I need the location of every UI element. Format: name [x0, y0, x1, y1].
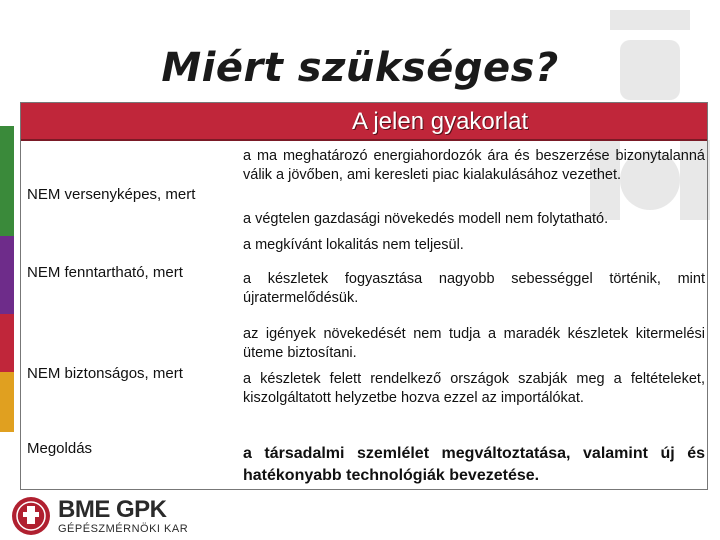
table-header: A jelen gyakorlat — [352, 108, 529, 135]
row-label-solution: Megoldás — [27, 440, 93, 457]
row-label-sustainable: NEM fenntartható, mert — [27, 264, 183, 281]
paragraph-solution: a társadalmi szemlélet megváltoztatása, valamint új és hatékonyabb technológiák bevezetése. — [243, 445, 705, 484]
side-strip-red — [0, 314, 14, 372]
paragraph-growth-model: a végtelen gazdasági növekedés modell nem folytatható. — [243, 211, 609, 227]
university-seal-icon — [10, 494, 52, 538]
paragraph-locality: a megkívánt lokalitás nem teljesül. — [243, 237, 464, 253]
side-strip-purple — [0, 236, 14, 314]
row-label-secure: NEM biztonságos, mert — [27, 365, 183, 382]
page-title: Miért szükséges? — [161, 44, 559, 91]
logo-name: BME GPK — [58, 496, 167, 523]
paragraph-demand: az igények növekedését nem tudja a maradék készletek kitermelési üteme biztosítani. — [243, 326, 705, 361]
side-strip-green — [0, 126, 14, 236]
paragraph-consumption: a készletek fogyasztása nagyobb sebességgel történik, mint újratermelődésük. — [243, 271, 705, 306]
logo-subtitle: GÉPÉSZMÉRNÖKI KAR — [58, 523, 189, 535]
bme-gpk-logo — [10, 494, 250, 540]
side-strip-orange — [0, 372, 14, 432]
paragraph-price-uncertainty: a ma meghatározó energiahordozók ára és beszerzése bizonytalanná válik a jövőben, ami keresleti piac kialakulásához vezethet. — [243, 148, 705, 183]
row-label-competitive: NEM versenyképes, mert — [27, 186, 196, 203]
paragraph-import-dependence: a készletek felett rendelkező országok szabják meg a feltételeket, kiszolgáltatott helyzetbe hozva ezzel az importálókat. — [243, 371, 705, 406]
